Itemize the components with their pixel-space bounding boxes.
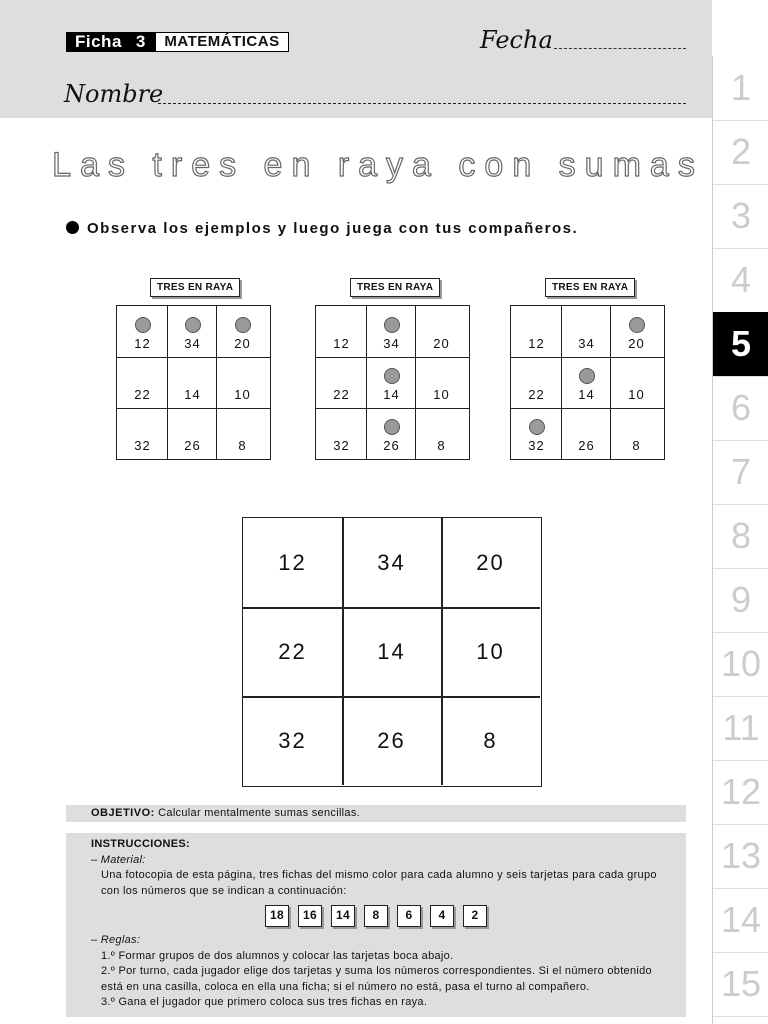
board-cell[interactable]: 14 xyxy=(377,638,406,664)
cell-number: 26 xyxy=(184,438,201,453)
example-cell xyxy=(217,306,268,357)
example-cell xyxy=(117,357,168,408)
cell-number: 32 xyxy=(333,438,350,453)
chip-icon xyxy=(135,317,151,333)
board-cell[interactable]: 8 xyxy=(483,727,498,753)
tab-8: 8 xyxy=(713,504,768,569)
example-cell xyxy=(117,408,168,459)
example-cell xyxy=(217,408,268,459)
cell-number: 14 xyxy=(184,387,201,402)
chip-icon xyxy=(384,419,400,435)
cell-number: 26 xyxy=(383,438,400,453)
cell-number: 32 xyxy=(528,438,545,453)
example-label: TRES EN RAYA xyxy=(150,278,240,297)
reglas-label: – Reglas: xyxy=(91,934,141,946)
example-cell xyxy=(611,408,662,459)
example-cell xyxy=(167,357,218,408)
cell-number: 10 xyxy=(433,387,450,402)
example-cell xyxy=(366,306,417,357)
cell-number: 14 xyxy=(578,387,595,402)
chip-icon xyxy=(185,317,201,333)
number-card: 6 xyxy=(397,905,421,927)
page-title: Las tres en raya con sumas xyxy=(52,146,704,184)
cell-number: 8 xyxy=(437,438,446,453)
example-cell xyxy=(316,357,367,408)
example-cell xyxy=(316,408,367,459)
example-cell xyxy=(611,357,662,408)
rule-1: 1.º Formar grupos de dos alumnos y colocar las tarjetas boca abajo. xyxy=(101,949,454,962)
example-grid xyxy=(315,305,470,460)
example-cell xyxy=(511,408,562,459)
number-card: 2 xyxy=(463,905,487,927)
number-cards xyxy=(91,905,661,927)
instrucciones-box xyxy=(66,833,686,1017)
cell-number: 22 xyxy=(134,387,151,402)
example-label: TRES EN RAYA xyxy=(545,278,635,297)
example-cell xyxy=(561,306,612,357)
objetivo-text: Calcular mentalmente sumas sencillas. xyxy=(158,807,360,819)
material-label: – Material: xyxy=(91,853,146,866)
tab-9: 9 xyxy=(713,568,768,633)
board-cell[interactable]: 32 xyxy=(278,727,307,753)
example-cell xyxy=(561,408,612,459)
cell-number: 34 xyxy=(578,336,595,351)
objetivo-box xyxy=(66,805,686,822)
tab-13: 13 xyxy=(713,824,768,889)
tab-2: 2 xyxy=(713,120,768,185)
cell-number: 10 xyxy=(234,387,251,402)
objetivo-label: OBJETIVO: xyxy=(91,807,155,819)
instrucciones-heading: INSTRUCCIONES: xyxy=(91,838,190,850)
number-card: 16 xyxy=(298,905,322,927)
fecha-label: Fecha xyxy=(480,26,553,54)
example-cell xyxy=(416,357,467,408)
ficha-label: Ficha xyxy=(66,32,132,52)
example-cell xyxy=(366,357,417,408)
cell-number: 20 xyxy=(433,336,450,351)
board-cell[interactable]: 22 xyxy=(278,638,307,664)
tab-14: 14 xyxy=(713,888,768,953)
number-card: 8 xyxy=(364,905,388,927)
example-cell xyxy=(611,306,662,357)
cell-number: 32 xyxy=(134,438,151,453)
cell-number: 12 xyxy=(528,336,545,351)
tab-10: 10 xyxy=(713,632,768,697)
board-cell[interactable]: 20 xyxy=(476,549,505,575)
rule-2: 2.º Por turno, cada jugador elige dos tarjetas y suma los números correspondientes. Si el número obtenido está en una casilla, coloca en ella una ficha; si el número no está, pasa el turno al compañero. xyxy=(101,965,652,993)
cell-number: 34 xyxy=(383,336,400,351)
tab-7: 7 xyxy=(713,440,768,505)
example-cell xyxy=(416,408,467,459)
instruction-text: Observa los ejemplos y luego juega con tus compañeros. xyxy=(87,220,579,237)
example-cell xyxy=(117,306,168,357)
example-cell xyxy=(511,357,562,408)
chip-icon xyxy=(384,317,400,333)
example-cell xyxy=(167,306,218,357)
example-cell xyxy=(217,357,268,408)
nombre-input-line[interactable] xyxy=(158,103,686,104)
example-grid xyxy=(116,305,271,460)
example-cell xyxy=(416,306,467,357)
cell-number: 8 xyxy=(238,438,247,453)
rule-3: 3.º Gana el jugador que primero coloca sus tres fichas en raya. xyxy=(101,996,428,1008)
cell-number: 14 xyxy=(383,387,400,402)
ficha-number: 3 xyxy=(132,32,155,52)
number-card: 4 xyxy=(430,905,454,927)
example-cell xyxy=(561,357,612,408)
tab-15: 15 xyxy=(713,952,768,1017)
tab-1: 1 xyxy=(713,56,768,121)
example-grid xyxy=(510,305,665,460)
example-cell xyxy=(366,408,417,459)
worksheet-header xyxy=(0,0,712,118)
cell-number: 26 xyxy=(578,438,595,453)
board-cell[interactable]: 12 xyxy=(278,549,307,575)
chip-icon xyxy=(235,317,251,333)
cell-number: 10 xyxy=(628,387,645,402)
example-cell xyxy=(316,306,367,357)
example-label: TRES EN RAYA xyxy=(350,278,440,297)
cell-number: 20 xyxy=(234,336,251,351)
cell-number: 12 xyxy=(333,336,350,351)
tab-3: 3 xyxy=(713,184,768,249)
subject-label: MATEMÁTICAS xyxy=(155,32,288,52)
cell-number: 20 xyxy=(628,336,645,351)
instruction-line xyxy=(66,220,578,237)
cell-number: 34 xyxy=(184,336,201,351)
board-cell[interactable]: 26 xyxy=(377,727,406,753)
chip-icon xyxy=(629,317,645,333)
tab-6: 6 xyxy=(713,376,768,441)
board-cell[interactable]: 10 xyxy=(476,638,505,664)
material-text: Una fotocopia de esta página, tres fichas del mismo color para cada alumno y seis tarjetas para cada grupo con los números que se indican a continuación: xyxy=(101,869,657,897)
board-cell[interactable]: 34 xyxy=(377,549,406,575)
example-cell xyxy=(167,408,218,459)
cell-number: 12 xyxy=(134,336,151,351)
cell-number: 22 xyxy=(528,387,545,402)
tab-11: 11 xyxy=(713,696,768,761)
tab-5: 5 xyxy=(713,312,768,377)
chip-icon xyxy=(384,368,400,384)
page-tabs xyxy=(712,56,768,1024)
example-cell xyxy=(511,306,562,357)
fecha-input-line[interactable] xyxy=(554,48,686,49)
number-card: 14 xyxy=(331,905,355,927)
tab-12: 12 xyxy=(713,760,768,825)
chip-icon xyxy=(529,419,545,435)
main-board xyxy=(242,517,542,787)
tab-4: 4 xyxy=(713,248,768,313)
number-card: 18 xyxy=(265,905,289,927)
ficha-badge xyxy=(66,32,289,52)
cell-number: 8 xyxy=(632,438,641,453)
bullet-icon xyxy=(66,221,79,234)
nombre-label: Nombre xyxy=(64,80,164,108)
chip-icon xyxy=(579,368,595,384)
cell-number: 22 xyxy=(333,387,350,402)
